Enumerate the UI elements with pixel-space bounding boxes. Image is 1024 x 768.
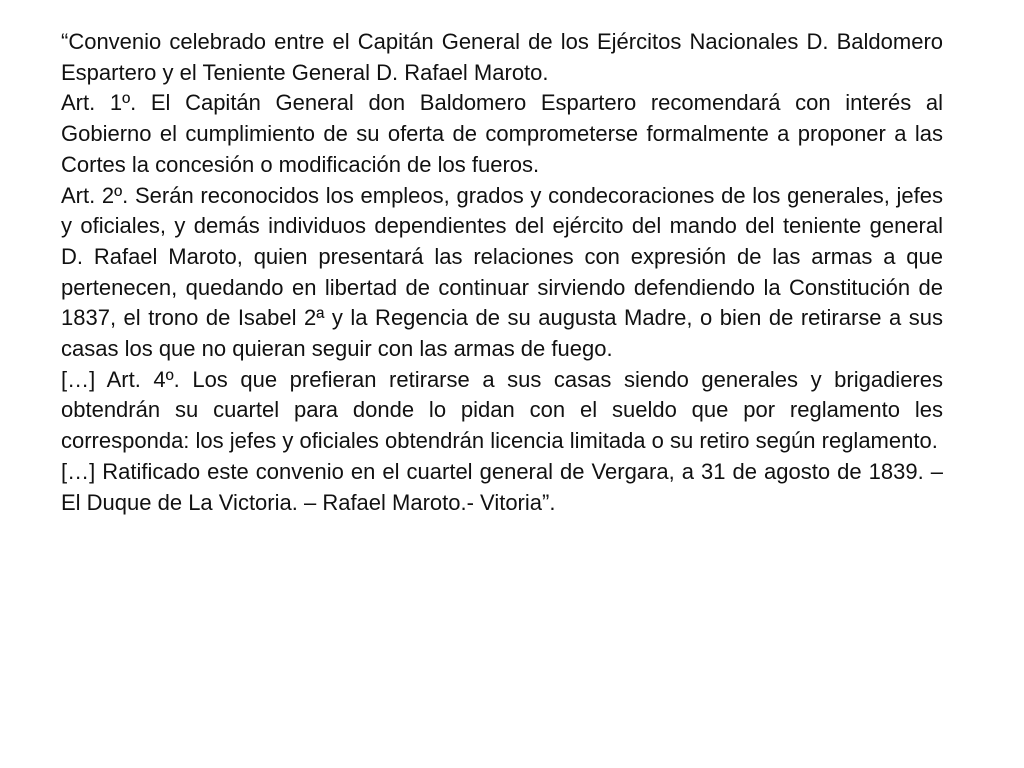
- document-body: [61, 27, 943, 518]
- ratification-paragraph: […] Ratificado este convenio en el cuartel general de Vergara, a 31 de agosto de 1839. – El Duque de La Victoria. – Rafael Maroto.- Vitoria”.: [61, 458, 943, 515]
- article-4-paragraph: […] Art. 4º. Los que prefieran retirarse a sus casas siendo generales y brigadieres obtendrán su cuartel para donde lo pidan con el sueldo que por reglamento les corresponda: los jefes y oficiales obtendrán licencia limitada o su retiro según reglamento.: [61, 366, 943, 454]
- article-1-paragraph: Art. 1º. El Capitán General don Baldomero Espartero recomendará con interés al Gobierno el cumplimiento de su oferta de comprometerse formalmente a proponer a las Cortes la concesión o modificación de los fueros.: [61, 90, 943, 177]
- article-2-paragraph: Art. 2º. Serán reconocidos los empleos, grados y condecoraciones de los generales, jefes y oficiales, y demás individuos dependientes del ejército del mando del teniente general D. Rafael Maroto, quien presentará las relaciones con expresión de las armas a que pertenecen, quedando en libertad de continuar sirviendo defendiendo la Constitución de 1837, el trono de Isabel 2ª y la Regencia de su augusta Madre, o bien de retirarse a sus casas los que no quieran seguir con las armas de fuego.: [61, 182, 943, 362]
- convenio-heading-paragraph: “Convenio celebrado entre el Capitán General de los Ejércitos Nacionales D. Baldomero Espartero y el Teniente General D. Rafael Maroto.: [61, 29, 943, 85]
